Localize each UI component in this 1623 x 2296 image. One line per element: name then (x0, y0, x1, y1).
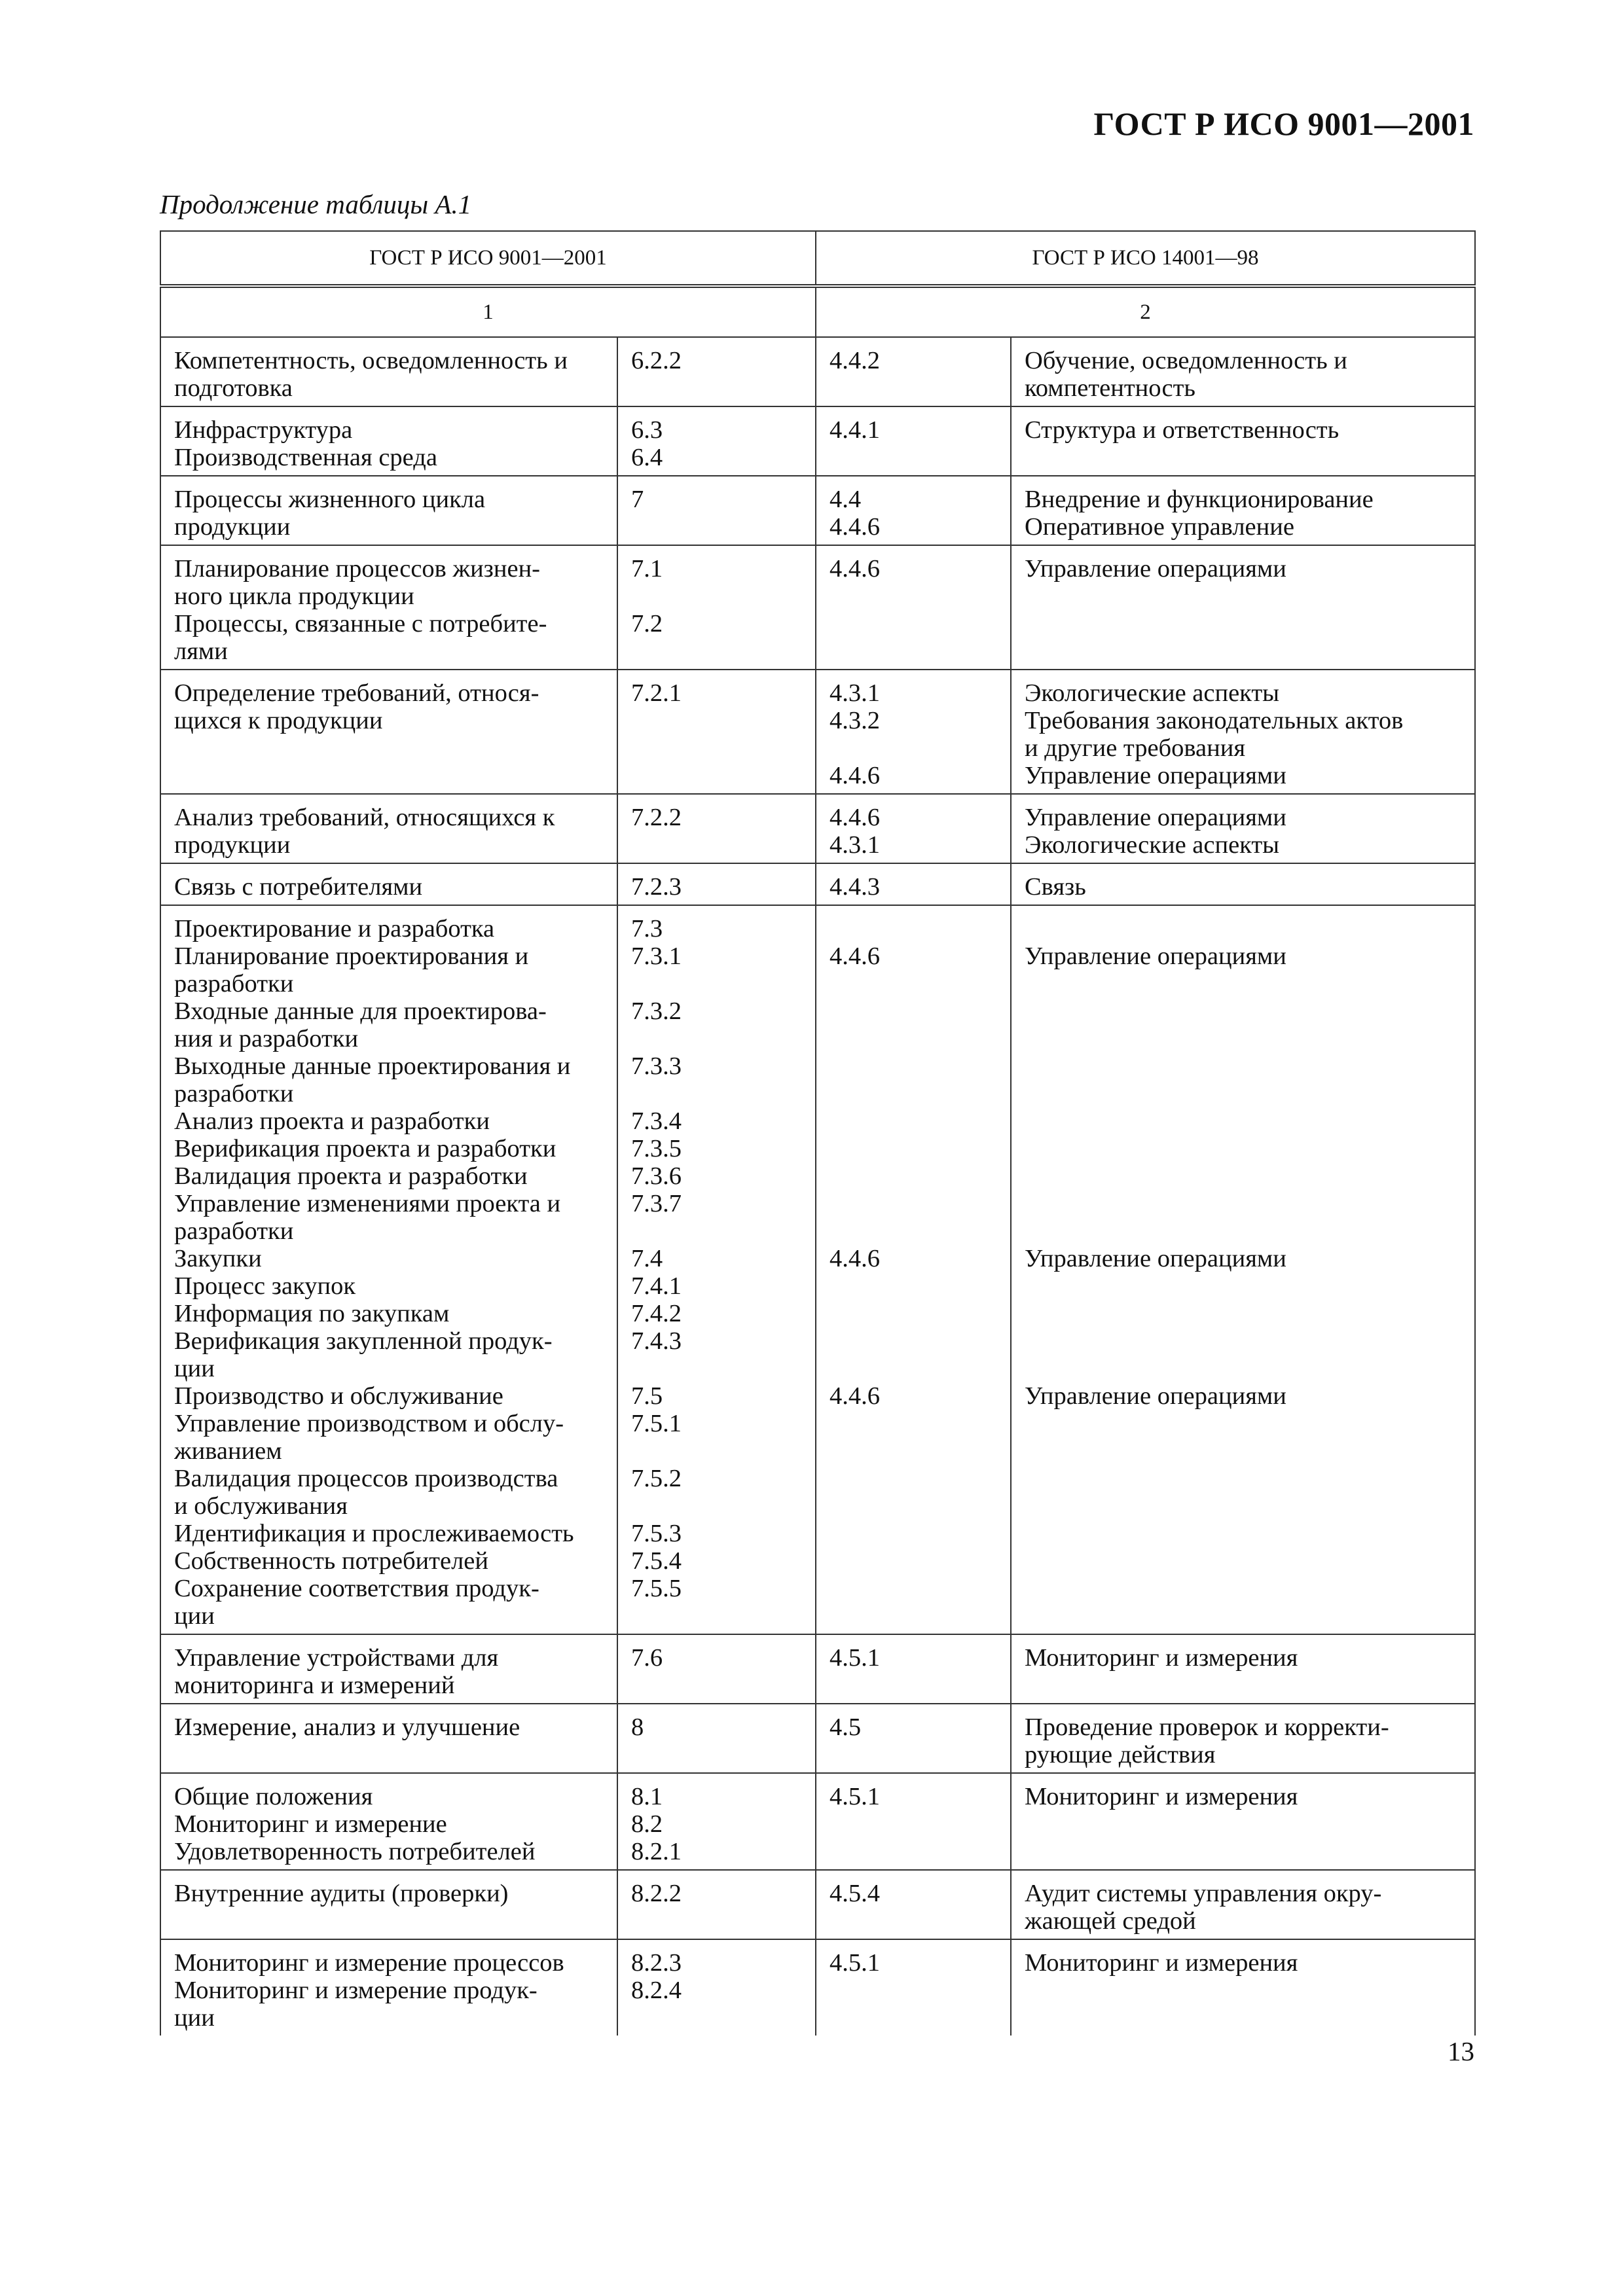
cell-line: ции (174, 1602, 215, 1630)
cell-line: 7.3.1 (631, 942, 682, 970)
table-caption: Продолжение таблицы А.1 (160, 189, 472, 219)
cell-line: 7.2.3 (631, 873, 682, 901)
cell-line: Определение требований, относя- (174, 679, 539, 707)
cell-line (1025, 1602, 1461, 1630)
cell-line: 4.4.6 (830, 804, 880, 831)
cell-line: 4.5.1 (830, 1783, 880, 1810)
clause-number-14001 (816, 1939, 1011, 2036)
cell-line (631, 1080, 802, 1107)
cell-line (631, 1492, 802, 1520)
clause-title-9001 (160, 1939, 617, 2036)
cell-line (830, 1602, 997, 1630)
cell-line: Управление операциями (1025, 762, 1286, 789)
cell-line (1025, 1465, 1461, 1492)
cell-line: 7.3.7 (631, 1190, 682, 1217)
cell-line: 7.4.1 (631, 1272, 682, 1300)
cell-line (1025, 1437, 1461, 1465)
cell-line (174, 1907, 604, 1935)
cell-line: 7.5.2 (631, 1465, 682, 1492)
clause-number-14001 (816, 406, 1011, 476)
clause-number-9001 (617, 406, 816, 476)
cell-line (830, 1977, 997, 2004)
table-row (160, 1704, 1475, 1773)
cell-line: 7.5.3 (631, 1520, 682, 1547)
cell-line (1025, 915, 1461, 942)
cell-line: Измерение, анализ и улучшение (174, 1713, 520, 1741)
cell-line: лями (174, 637, 228, 665)
cell-line: 4.5.1 (830, 1949, 880, 1977)
clause-number-9001 (617, 1704, 816, 1773)
table-row (160, 905, 1475, 1634)
cell-line (830, 1520, 997, 1547)
cell-line (1025, 1135, 1461, 1162)
cell-line: Управление производством и обслу- (174, 1410, 564, 1437)
clause-number-14001 (816, 545, 1011, 670)
cell-line: 7.3.5 (631, 1135, 682, 1162)
cell-line: Связь (1025, 873, 1086, 901)
clause-number-14001 (816, 1870, 1011, 1939)
cell-line (631, 831, 802, 859)
cell-line (631, 2004, 802, 2032)
cell-line: 6.3 (631, 416, 663, 444)
cell-line: 4.3.1 (830, 831, 880, 859)
cell-line: Внутренние аудиты (проверки) (174, 1880, 509, 1907)
cell-line: 4.5 (830, 1713, 862, 1741)
cell-line (1025, 1547, 1461, 1575)
cell-line (830, 1217, 997, 1245)
cell-line: Экологические аспекты (1025, 831, 1280, 859)
page-number: 13 (1448, 2036, 1474, 2066)
cell-line (631, 513, 802, 541)
cell-line: 8.2.1 (631, 1838, 682, 1865)
cell-line (830, 734, 997, 762)
clause-number-14001 (816, 794, 1011, 863)
clause-number-9001 (617, 670, 816, 794)
cell-line: Оперативное управление (1025, 513, 1294, 541)
cell-line (631, 1672, 802, 1699)
clause-title-9001 (160, 1634, 617, 1704)
clause-number-9001 (617, 337, 816, 406)
cell-line: живанием (174, 1437, 282, 1465)
cell-line: разработки (174, 1080, 294, 1107)
cell-line: 7.4.3 (631, 1327, 682, 1355)
cell-line: ции (174, 1355, 215, 1382)
cell-line: разработки (174, 1217, 294, 1245)
cell-line: Структура и ответственность (1025, 416, 1340, 444)
clause-title-14001 (1011, 863, 1475, 905)
table-row (160, 545, 1475, 670)
clause-title-9001 (160, 863, 617, 905)
cell-line (1025, 1025, 1461, 1052)
cell-line: 8.2.4 (631, 1977, 682, 2004)
cell-line: Внедрение и функционирование (1025, 486, 1374, 513)
cell-line: 7.3.4 (631, 1107, 682, 1135)
cell-line (1025, 1838, 1461, 1865)
cell-line (830, 1327, 997, 1355)
cell-line (830, 1355, 997, 1382)
cell-line (830, 1107, 997, 1135)
cell-line: 8.2.3 (631, 1949, 682, 1977)
cell-line (174, 734, 604, 762)
cell-line: мониторинга и измерений (174, 1672, 455, 1699)
cell-line: 7.5.5 (631, 1575, 682, 1602)
cell-line (1025, 444, 1461, 471)
cell-line: и обслуживания (174, 1492, 348, 1520)
cell-line: Сохранение соответствия продук- (174, 1575, 539, 1602)
table-row (160, 1939, 1475, 2036)
cell-line: 4.4.2 (830, 347, 880, 374)
cell-line: Идентификация и прослеживаемость (174, 1520, 574, 1547)
clause-title-14001 (1011, 1704, 1475, 1773)
cell-line: щихся к продукции (174, 707, 383, 734)
cell-line (1025, 1272, 1461, 1300)
clause-title-14001 (1011, 794, 1475, 863)
cell-line: 7.5.4 (631, 1547, 682, 1575)
clause-number-9001 (617, 905, 816, 1634)
clause-title-14001 (1011, 670, 1475, 794)
clause-title-9001 (160, 1773, 617, 1870)
cell-line (1025, 1300, 1461, 1327)
cell-line: компетентность (1025, 374, 1195, 402)
clause-title-9001 (160, 406, 617, 476)
clause-number-14001 (816, 670, 1011, 794)
cell-line (1025, 1052, 1461, 1080)
cell-line: 4.4.3 (830, 873, 880, 901)
clause-number-9001 (617, 545, 816, 670)
cell-line: 7.3.3 (631, 1052, 682, 1080)
cell-line (631, 734, 802, 762)
cell-line (830, 1492, 997, 1520)
cell-line: Валидация процессов производства (174, 1465, 558, 1492)
cell-line: Экологические аспекты (1025, 679, 1280, 707)
cell-line: 4.4.6 (830, 942, 880, 970)
cell-line: ции (174, 2004, 215, 2032)
cell-line: 7.2.1 (631, 679, 682, 707)
cell-line (631, 707, 802, 734)
clause-number-14001 (816, 476, 1011, 545)
cell-line (830, 1465, 997, 1492)
cell-line: Компетентность, осведомленность и (174, 347, 568, 374)
cell-line: подготовка (174, 374, 293, 402)
cell-line (830, 1410, 997, 1437)
cell-line: Удовлетворенность потребителей (174, 1838, 536, 1865)
clause-title-9001 (160, 337, 617, 406)
cell-line: 6.2.2 (631, 347, 682, 374)
cell-line (1025, 610, 1461, 637)
cell-line: рующие действия (1025, 1741, 1216, 1768)
cell-line: 4.4.6 (830, 1245, 880, 1272)
clause-number-9001 (617, 1634, 816, 1704)
clause-title-14001 (1011, 545, 1475, 670)
table-row (160, 794, 1475, 863)
cell-line: продукции (174, 513, 291, 541)
cell-line (830, 1437, 997, 1465)
clause-number-14001 (816, 1634, 1011, 1704)
cell-line: Мониторинг и измерения (1025, 1644, 1298, 1672)
cell-line: Производство и обслуживание (174, 1382, 503, 1410)
cell-line (830, 1838, 997, 1865)
table-row (160, 476, 1475, 545)
clause-title-9001 (160, 1704, 617, 1773)
clause-title-9001 (160, 476, 617, 545)
clause-title-9001 (160, 794, 617, 863)
column-number-2: 2 (816, 286, 1475, 337)
cell-line (1025, 637, 1461, 665)
cell-line (830, 1547, 997, 1575)
cell-line (830, 997, 997, 1025)
cell-line (631, 1907, 802, 1935)
cell-line (830, 1810, 997, 1838)
cell-line: 7.2.2 (631, 804, 682, 831)
cell-line: Управление операциями (1025, 555, 1286, 583)
clause-title-9001 (160, 1870, 617, 1939)
cell-line: Мониторинг и измерения (1025, 1949, 1298, 1977)
cell-line: 7 (631, 486, 644, 513)
clause-number-9001 (617, 1773, 816, 1870)
cell-line (830, 1575, 997, 1602)
cell-line: 4.4.6 (830, 1382, 880, 1410)
cell-line: Мониторинг и измерения (1025, 1783, 1298, 1810)
clause-title-14001 (1011, 1773, 1475, 1870)
cell-line: 8.2 (631, 1810, 663, 1838)
cell-line (631, 1355, 802, 1382)
cell-line (1025, 1355, 1461, 1382)
cell-line: 4.5.1 (830, 1644, 880, 1672)
clause-title-14001 (1011, 1939, 1475, 2036)
table-row (160, 406, 1475, 476)
clause-title-14001 (1011, 476, 1475, 545)
cell-line: 8.1 (631, 1783, 663, 1810)
cell-line: разработки (174, 970, 294, 997)
cell-line (631, 374, 802, 402)
clause-number-14001 (816, 1773, 1011, 1870)
cell-line (1025, 1080, 1461, 1107)
table-row (160, 1773, 1475, 1870)
clause-title-9001 (160, 670, 617, 794)
document-header: ГОСТ Р ИСО 9001—2001 (1093, 105, 1474, 142)
cell-line (631, 762, 802, 789)
cell-line (1025, 1190, 1461, 1217)
cell-line: Управление операциями (1025, 942, 1286, 970)
cell-line (1025, 1520, 1461, 1547)
cell-line (830, 1080, 997, 1107)
cell-line: Процессы жизненного цикла (174, 486, 486, 513)
clause-number-9001 (617, 1939, 816, 2036)
column-header-iso9001: ГОСТ Р ИСО 9001—2001 (160, 231, 816, 286)
cell-line: Верификация закупленной продук- (174, 1327, 553, 1355)
clause-title-14001 (1011, 406, 1475, 476)
cell-line (1025, 1410, 1461, 1437)
cell-line (631, 637, 802, 665)
cell-line: 4.3.2 (830, 707, 880, 734)
cell-line: Анализ требований, относящихся к (174, 804, 555, 831)
cell-line: Входные данные для проектирова- (174, 997, 547, 1025)
cell-line: 8.2.2 (631, 1880, 682, 1907)
cell-line (830, 1741, 997, 1768)
cell-line: Собственность потребителей (174, 1547, 488, 1575)
cell-line (830, 1135, 997, 1162)
cell-line: 7.5 (631, 1382, 663, 1410)
cell-line (830, 1272, 997, 1300)
cell-line (631, 1741, 802, 1768)
cell-line (1025, 1217, 1461, 1245)
cell-line (631, 1437, 802, 1465)
cell-line: Проектирование и разработка (174, 915, 495, 942)
table-row (160, 1870, 1475, 1939)
column-number-1: 1 (160, 286, 816, 337)
cell-line: 4.4.6 (830, 762, 880, 789)
cell-line: Мониторинг и измерение продук- (174, 1977, 538, 2004)
table-row (160, 863, 1475, 905)
cell-line: Управление операциями (1025, 804, 1286, 831)
cell-line: ния и разработки (174, 1025, 359, 1052)
clause-number-9001 (617, 794, 816, 863)
correspondence-table (160, 230, 1476, 2036)
cell-line (1025, 1575, 1461, 1602)
cell-line: Мониторинг и измерение (174, 1810, 447, 1838)
cell-line (1025, 970, 1461, 997)
cell-line (1025, 1810, 1461, 1838)
cell-line (1025, 997, 1461, 1025)
cell-line: 7.6 (631, 1644, 663, 1672)
table-row (160, 337, 1475, 406)
cell-line: Выходные данные проектирования и (174, 1052, 571, 1080)
cell-line: 4.4.6 (830, 513, 880, 541)
cell-line: 7.3 (631, 915, 663, 942)
column-header-iso14001: ГОСТ Р ИСО 14001—98 (816, 231, 1475, 286)
cell-line: Мониторинг и измерение процессов (174, 1949, 564, 1977)
cell-line: ного цикла продукции (174, 583, 414, 610)
clause-title-14001 (1011, 337, 1475, 406)
clause-title-14001 (1011, 1634, 1475, 1704)
cell-line (830, 374, 997, 402)
cell-line: продукции (174, 831, 291, 859)
cell-line: 8 (631, 1713, 644, 1741)
cell-line: Управление операциями (1025, 1245, 1286, 1272)
clause-number-14001 (816, 905, 1011, 1634)
clause-number-9001 (617, 863, 816, 905)
cell-line: Требования законодательных актов (1025, 707, 1404, 734)
cell-line (631, 1025, 802, 1052)
cell-line: 7.4.2 (631, 1300, 682, 1327)
cell-line: Планирование процессов жизнен- (174, 555, 541, 583)
cell-line: 7.2 (631, 610, 663, 637)
cell-line (830, 583, 997, 610)
cell-line: жающей средой (1025, 1907, 1196, 1935)
clause-title-9001 (160, 905, 617, 1634)
cell-line (830, 1162, 997, 1190)
cell-line: Инфраструктура (174, 416, 353, 444)
cell-line (1025, 1672, 1461, 1699)
cell-line (830, 1025, 997, 1052)
cell-line (1025, 1162, 1461, 1190)
cell-line: Обучение, осведомленность и (1025, 347, 1347, 374)
cell-line (830, 637, 997, 665)
cell-line: Анализ проекта и разработки (174, 1107, 490, 1135)
cell-line (830, 444, 997, 471)
cell-line: 4.3.1 (830, 679, 880, 707)
cell-line (1025, 2004, 1461, 2032)
cell-line (1025, 583, 1461, 610)
clause-title-14001 (1011, 905, 1475, 1634)
cell-line: и другие требования (1025, 734, 1246, 762)
cell-line: 7.1 (631, 555, 663, 583)
cell-line: Связь с потребителями (174, 873, 423, 901)
cell-line (631, 1217, 802, 1245)
cell-line: 4.5.4 (830, 1880, 880, 1907)
cell-line: Процесс закупок (174, 1272, 356, 1300)
cell-line (830, 970, 997, 997)
cell-line: Процессы, связанные с потребите- (174, 610, 547, 637)
cell-line (631, 1602, 802, 1630)
cell-line: 4.4.1 (830, 416, 880, 444)
clause-number-9001 (617, 476, 816, 545)
cell-line: Закупки (174, 1245, 262, 1272)
cell-line (1025, 1977, 1461, 2004)
cell-line (830, 610, 997, 637)
cell-line: 7.4 (631, 1245, 663, 1272)
table-row (160, 670, 1475, 794)
cell-line: 7.3.2 (631, 997, 682, 1025)
cell-line (830, 1907, 997, 1935)
clause-title-14001 (1011, 1870, 1475, 1939)
cell-line: 7.5.1 (631, 1410, 682, 1437)
cell-line: Производственная среда (174, 444, 437, 471)
cell-line (830, 1300, 997, 1327)
cell-line (830, 2004, 997, 2032)
cell-line (174, 762, 604, 789)
cell-line (1025, 1327, 1461, 1355)
table-body (160, 337, 1475, 2036)
cell-line: Проведение проверок и корректи- (1025, 1713, 1389, 1741)
cell-line: 7.3.6 (631, 1162, 682, 1190)
clause-number-14001 (816, 1704, 1011, 1773)
cell-line: 4.4 (830, 486, 862, 513)
cell-line (631, 583, 802, 610)
cell-line (631, 970, 802, 997)
clause-number-14001 (816, 337, 1011, 406)
table-row (160, 1634, 1475, 1704)
cell-line: 4.4.6 (830, 555, 880, 583)
cell-line (830, 1052, 997, 1080)
cell-line (1025, 1492, 1461, 1520)
clause-number-9001 (617, 1870, 816, 1939)
cell-line: Управление изменениями проекта и (174, 1190, 561, 1217)
cell-line (1025, 1107, 1461, 1135)
cell-line: Аудит системы управления окру- (1025, 1880, 1382, 1907)
cell-line: Информация по закупкам (174, 1300, 450, 1327)
clause-title-9001 (160, 545, 617, 670)
cell-line (830, 915, 997, 942)
clause-number-14001 (816, 863, 1011, 905)
cell-line: Верификация проекта и разработки (174, 1135, 556, 1162)
cell-line: Общие положения (174, 1783, 373, 1810)
cell-line: Планирование проектирования и (174, 942, 529, 970)
cell-line: Управление операциями (1025, 1382, 1286, 1410)
cell-line (174, 1741, 604, 1768)
cell-line (830, 1190, 997, 1217)
cell-line (830, 1672, 997, 1699)
cell-line: 6.4 (631, 444, 663, 471)
cell-line: Валидация проекта и разработки (174, 1162, 528, 1190)
cell-line: Управление устройствами для (174, 1644, 499, 1672)
